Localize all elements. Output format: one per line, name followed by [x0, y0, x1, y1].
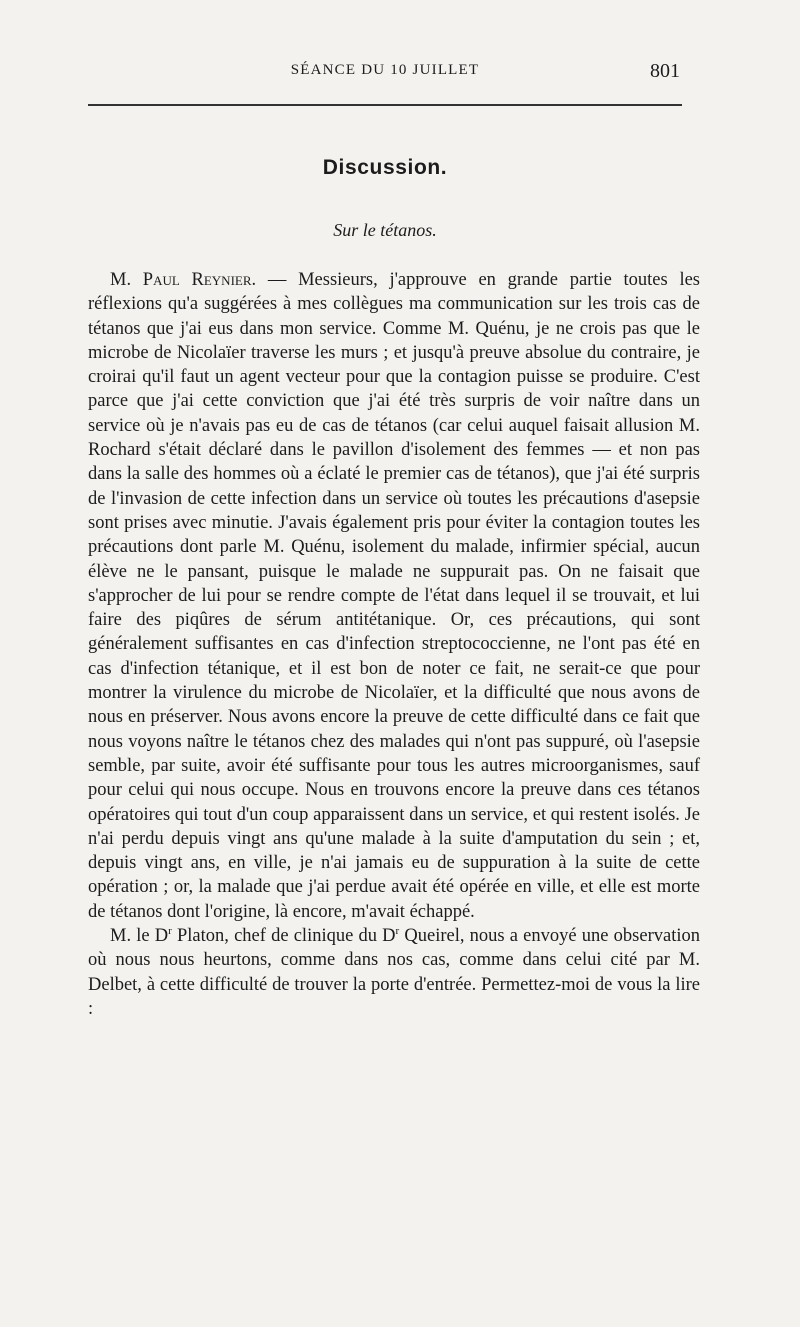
page-header [88, 62, 682, 90]
page-number: 801 [650, 60, 680, 82]
section-subtitle: Sur le tétanos. [333, 220, 437, 240]
paragraph-2-part-2: Platon, chef de clinique du D [171, 926, 396, 947]
paragraph-2-part-3: Queirel, nous a envoyé une observation où nous nous heurtons, comme dans nos cas, comme dans celui cité par M. Delbet, à cette difficulté de trouver la porte d'entrée. Permettez-moi de vous la lire : [88, 926, 700, 1019]
paragraph-2 [88, 924, 700, 1021]
paragraph-1 [88, 268, 700, 924]
running-head: SÉANCE DU 10 JUILLET [290, 62, 480, 78]
body-text [88, 268, 700, 1021]
superscript-1: r [168, 924, 172, 937]
section-title: Discussion. [322, 156, 448, 179]
superscript-2: r [395, 924, 400, 937]
speaker-name: M. Paul Reynier. [110, 270, 257, 290]
header-rule [88, 104, 682, 106]
paragraph-2-part-1: M. le D [110, 926, 169, 947]
paragraph-1-text: — Messieurs, j'approuve en grande partie toutes les réflexions qu'a suggérées à mes collègues ma communication sur les trois cas de tétanos que j'ai eus dans mon service. Comme M. Quénu, je ne crois pas que le microbe de Nicolaïer traverse les murs ; et jusqu'à preuve absolue du contraire, je croirai qu'il faut un agent vecteur pour que la contagion puisse se produire. C'est parce que j'ai cette conviction que j'ai été très surpris de voir naître dans un service où je n'avais pas eu de cas de tétanos (car celui auquel faisait allusion M. Rochard s'était déclaré dans le pavillon d'isolement des femmes — et non pas dans la salle des hommes où a éclaté le premier cas de tétanos), que j'ai été surpris de l'invasion de cette infection dans un service où toutes les précautions d'asepsie sont prises avec minutie. J'avais également pris pour éviter la contagion toutes les précautions dont parle M. Quénu, isolement du malade, infirmier spécial, aucun élève ne le pansant, puisque le malade ne suppurait pas. On ne faisait que s'approcher de lui pour se rendre compte de l'état dans lequel il se trouvait, et lui faire des piqûres de sérum antitétanique. Or, ces précautions, qui sont généralement suffisantes en cas d'infection streptococcienne, ne l'ont pas été en cas d'infection tétanique, et il est bon de noter ce fait, ne serait-ce que pour montrer la virulence du microbe de Nicolaïer, et la difficulté que nous avons de nous en préserver. Nous avons encore la preuve de cette difficulté dans ce fait que nous voyons naître le tétanos chez des malades qui n'ont pas suppuré, où l'asepsie semble, par suite, avoir été suffisante pour tous les autres microorganismes, sauf pour celui qui nous occupe. Nous en trouvons encore la preuve dans ces tétanos opératoires qui tout d'un coup apparaissent dans un service, et qui restent isolés. Je n'ai perdu depuis vingt ans qu'une malade à la suite d'amputation du sein ; et, depuis vingt ans, en ville, je n'ai jamais eu de suppuration à la suite de cette opération ; or, la malade que j'ai perdue avait été opérée en ville, et elle est morte de tétanos dont l'origine, là encore, m'avait échappé. [88, 270, 700, 922]
